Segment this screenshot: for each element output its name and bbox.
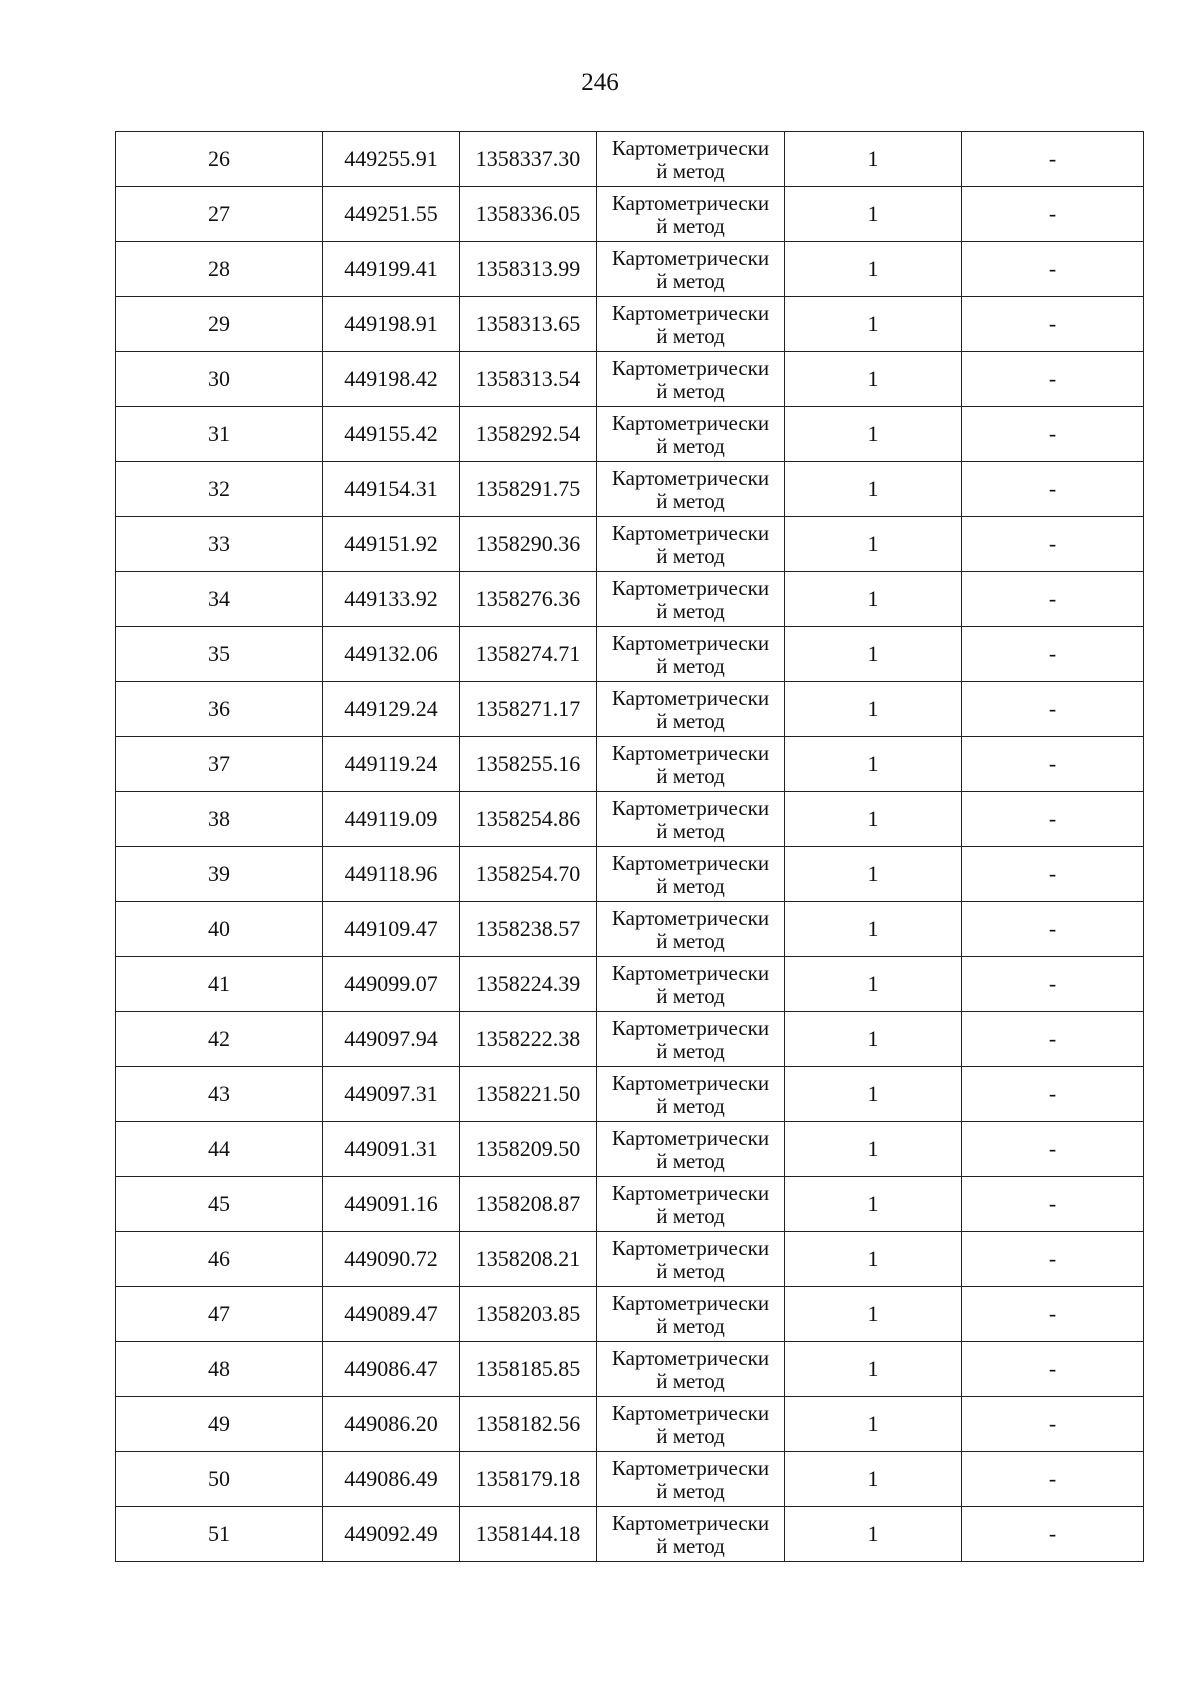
accuracy-cell: 1	[785, 132, 962, 187]
method-line-2: й метод	[656, 599, 725, 623]
method-cell	[597, 902, 785, 957]
y-coordinate-cell: 1358276.36	[460, 572, 597, 627]
coordinates-table-body	[116, 132, 1144, 1562]
accuracy-cell: 1	[785, 792, 962, 847]
method-cell	[597, 242, 785, 297]
y-coordinate-cell: 1358254.86	[460, 792, 597, 847]
x-coordinate-cell: 449198.42	[323, 352, 460, 407]
table-row	[116, 847, 1144, 902]
method-line-1: Картометрически	[611, 1401, 770, 1425]
method-line-2: й метод	[656, 874, 725, 898]
x-coordinate-cell: 449154.31	[323, 462, 460, 517]
note-cell: -	[962, 517, 1144, 572]
method-line-1: Картометрически	[611, 1071, 770, 1095]
method-line-2: й метод	[656, 544, 725, 568]
method-line-1: Картометрически	[611, 686, 770, 710]
point-number-cell: 47	[116, 1287, 323, 1342]
point-number-cell: 46	[116, 1232, 323, 1287]
point-number-cell: 38	[116, 792, 323, 847]
x-coordinate-cell: 449089.47	[323, 1287, 460, 1342]
method-line-2: й метод	[656, 1039, 725, 1063]
accuracy-cell: 1	[785, 1232, 962, 1287]
accuracy-cell: 1	[785, 1507, 962, 1562]
method-line-2: й метод	[656, 159, 725, 183]
accuracy-cell: 1	[785, 682, 962, 737]
table-row	[116, 957, 1144, 1012]
table-row	[116, 517, 1144, 572]
note-cell: -	[962, 627, 1144, 682]
table-row	[116, 572, 1144, 627]
x-coordinate-cell: 449151.92	[323, 517, 460, 572]
method-line-1: Картометрически	[611, 1126, 770, 1150]
method-cell	[597, 1342, 785, 1397]
note-cell: -	[962, 572, 1144, 627]
method-cell	[597, 1067, 785, 1122]
y-coordinate-cell: 1358292.54	[460, 407, 597, 462]
note-cell: -	[962, 737, 1144, 792]
method-line-1: Картометрически	[611, 1291, 770, 1315]
method-cell	[597, 132, 785, 187]
accuracy-cell: 1	[785, 902, 962, 957]
method-line-2: й метод	[656, 1204, 725, 1228]
point-number-cell: 50	[116, 1452, 323, 1507]
method-line-1: Картометрически	[611, 631, 770, 655]
accuracy-cell: 1	[785, 1177, 962, 1232]
method-line-1: Картометрически	[611, 1511, 770, 1535]
note-cell: -	[962, 1507, 1144, 1562]
note-cell: -	[962, 187, 1144, 242]
point-number-cell: 29	[116, 297, 323, 352]
x-coordinate-cell: 449119.09	[323, 792, 460, 847]
point-number-cell: 32	[116, 462, 323, 517]
method-cell	[597, 572, 785, 627]
y-coordinate-cell: 1358208.21	[460, 1232, 597, 1287]
point-number-cell: 51	[116, 1507, 323, 1562]
accuracy-cell: 1	[785, 187, 962, 242]
note-cell: -	[962, 1122, 1144, 1177]
accuracy-cell: 1	[785, 407, 962, 462]
table-row	[116, 1067, 1144, 1122]
table-row	[116, 1452, 1144, 1507]
y-coordinate-cell: 1358254.70	[460, 847, 597, 902]
method-line-1: Картометрически	[611, 301, 770, 325]
y-coordinate-cell: 1358336.05	[460, 187, 597, 242]
table-row	[116, 1012, 1144, 1067]
method-line-2: й метод	[656, 269, 725, 293]
method-line-2: й метод	[656, 819, 725, 843]
point-number-cell: 41	[116, 957, 323, 1012]
table-row	[116, 737, 1144, 792]
x-coordinate-cell: 449086.49	[323, 1452, 460, 1507]
y-coordinate-cell: 1358255.16	[460, 737, 597, 792]
method-cell	[597, 1287, 785, 1342]
accuracy-cell: 1	[785, 1122, 962, 1177]
method-cell	[597, 847, 785, 902]
table-row	[116, 627, 1144, 682]
accuracy-cell: 1	[785, 627, 962, 682]
point-number-cell: 48	[116, 1342, 323, 1397]
x-coordinate-cell: 449155.42	[323, 407, 460, 462]
point-number-cell: 34	[116, 572, 323, 627]
accuracy-cell: 1	[785, 1287, 962, 1342]
accuracy-cell: 1	[785, 1342, 962, 1397]
point-number-cell: 26	[116, 132, 323, 187]
point-number-cell: 36	[116, 682, 323, 737]
x-coordinate-cell: 449198.91	[323, 297, 460, 352]
coordinates-table	[115, 131, 1144, 1562]
accuracy-cell: 1	[785, 1012, 962, 1067]
method-cell	[597, 1012, 785, 1067]
point-number-cell: 33	[116, 517, 323, 572]
method-line-1: Картометрически	[611, 741, 770, 765]
y-coordinate-cell: 1358271.17	[460, 682, 597, 737]
x-coordinate-cell: 449091.31	[323, 1122, 460, 1177]
method-line-1: Картометрически	[611, 1346, 770, 1370]
table-row	[116, 1177, 1144, 1232]
method-line-1: Картометрически	[611, 136, 770, 160]
method-line-2: й метод	[656, 1094, 725, 1118]
point-number-cell: 39	[116, 847, 323, 902]
method-line-2: й метод	[656, 1479, 725, 1503]
table-row	[116, 462, 1144, 517]
table-row	[116, 242, 1144, 297]
method-cell	[597, 187, 785, 242]
method-cell	[597, 957, 785, 1012]
point-number-cell: 49	[116, 1397, 323, 1452]
accuracy-cell: 1	[785, 737, 962, 792]
method-cell	[597, 462, 785, 517]
method-line-2: й метод	[656, 654, 725, 678]
note-cell: -	[962, 792, 1144, 847]
method-line-2: й метод	[656, 1534, 725, 1558]
method-line-1: Картометрически	[611, 906, 770, 930]
method-line-2: й метод	[656, 434, 725, 458]
table-row	[116, 297, 1144, 352]
y-coordinate-cell: 1358222.38	[460, 1012, 597, 1067]
table-row	[116, 407, 1144, 462]
y-coordinate-cell: 1358337.30	[460, 132, 597, 187]
x-coordinate-cell: 449251.55	[323, 187, 460, 242]
method-line-1: Картометрически	[611, 466, 770, 490]
y-coordinate-cell: 1358182.56	[460, 1397, 597, 1452]
accuracy-cell: 1	[785, 1452, 962, 1507]
table-row	[116, 1287, 1144, 1342]
table-row	[116, 792, 1144, 847]
note-cell: -	[962, 132, 1144, 187]
x-coordinate-cell: 449097.94	[323, 1012, 460, 1067]
y-coordinate-cell: 1358179.18	[460, 1452, 597, 1507]
method-cell	[597, 297, 785, 352]
note-cell: -	[962, 352, 1144, 407]
note-cell: -	[962, 1452, 1144, 1507]
y-coordinate-cell: 1358144.18	[460, 1507, 597, 1562]
x-coordinate-cell: 449109.47	[323, 902, 460, 957]
note-cell: -	[962, 957, 1144, 1012]
method-line-2: й метод	[656, 984, 725, 1008]
note-cell: -	[962, 847, 1144, 902]
x-coordinate-cell: 449119.24	[323, 737, 460, 792]
note-cell: -	[962, 1177, 1144, 1232]
method-line-2: й метод	[656, 1424, 725, 1448]
method-line-1: Картометрически	[611, 851, 770, 875]
point-number-cell: 43	[116, 1067, 323, 1122]
y-coordinate-cell: 1358209.50	[460, 1122, 597, 1177]
table-row	[116, 1232, 1144, 1287]
table-row	[116, 1122, 1144, 1177]
point-number-cell: 45	[116, 1177, 323, 1232]
point-number-cell: 40	[116, 902, 323, 957]
method-line-1: Картометрически	[611, 1236, 770, 1260]
y-coordinate-cell: 1358290.36	[460, 517, 597, 572]
method-cell	[597, 517, 785, 572]
method-cell	[597, 1507, 785, 1562]
method-line-2: й метод	[656, 489, 725, 513]
table-row	[116, 352, 1144, 407]
x-coordinate-cell: 449097.31	[323, 1067, 460, 1122]
y-coordinate-cell: 1358238.57	[460, 902, 597, 957]
note-cell: -	[962, 1342, 1144, 1397]
method-line-1: Картометрически	[611, 796, 770, 820]
table-row	[116, 1507, 1144, 1562]
y-coordinate-cell: 1358313.99	[460, 242, 597, 297]
note-cell: -	[962, 407, 1144, 462]
y-coordinate-cell: 1358313.54	[460, 352, 597, 407]
y-coordinate-cell: 1358313.65	[460, 297, 597, 352]
x-coordinate-cell: 449199.41	[323, 242, 460, 297]
x-coordinate-cell: 449118.96	[323, 847, 460, 902]
note-cell: -	[962, 682, 1144, 737]
method-cell	[597, 737, 785, 792]
accuracy-cell: 1	[785, 297, 962, 352]
x-coordinate-cell: 449090.72	[323, 1232, 460, 1287]
method-line-1: Картометрически	[611, 961, 770, 985]
y-coordinate-cell: 1358291.75	[460, 462, 597, 517]
x-coordinate-cell: 449086.47	[323, 1342, 460, 1397]
method-line-2: й метод	[656, 764, 725, 788]
accuracy-cell: 1	[785, 462, 962, 517]
table-row	[116, 1397, 1144, 1452]
table-row	[116, 902, 1144, 957]
note-cell: -	[962, 297, 1144, 352]
note-cell: -	[962, 462, 1144, 517]
method-line-1: Картометрически	[611, 521, 770, 545]
accuracy-cell: 1	[785, 847, 962, 902]
method-cell	[597, 1232, 785, 1287]
table-row	[116, 187, 1144, 242]
accuracy-cell: 1	[785, 957, 962, 1012]
point-number-cell: 35	[116, 627, 323, 682]
point-number-cell: 30	[116, 352, 323, 407]
method-line-1: Картометрически	[611, 1456, 770, 1480]
table-row	[116, 1342, 1144, 1397]
method-cell	[597, 352, 785, 407]
note-cell: -	[962, 1397, 1144, 1452]
x-coordinate-cell: 449091.16	[323, 1177, 460, 1232]
method-line-1: Картометрически	[611, 576, 770, 600]
x-coordinate-cell: 449099.07	[323, 957, 460, 1012]
method-line-1: Картометрически	[611, 1181, 770, 1205]
x-coordinate-cell: 449092.49	[323, 1507, 460, 1562]
accuracy-cell: 1	[785, 1067, 962, 1122]
note-cell: -	[962, 1287, 1144, 1342]
method-line-1: Картометрически	[611, 246, 770, 270]
note-cell: -	[962, 1232, 1144, 1287]
method-line-1: Картометрически	[611, 1016, 770, 1040]
y-coordinate-cell: 1358221.50	[460, 1067, 597, 1122]
x-coordinate-cell: 449086.20	[323, 1397, 460, 1452]
point-number-cell: 27	[116, 187, 323, 242]
y-coordinate-cell: 1358185.85	[460, 1342, 597, 1397]
y-coordinate-cell: 1358274.71	[460, 627, 597, 682]
accuracy-cell: 1	[785, 517, 962, 572]
method-line-2: й метод	[656, 1259, 725, 1283]
x-coordinate-cell: 449132.06	[323, 627, 460, 682]
method-cell	[597, 1452, 785, 1507]
method-line-1: Картометрически	[611, 411, 770, 435]
method-cell	[597, 682, 785, 737]
point-number-cell: 37	[116, 737, 323, 792]
note-cell: -	[962, 902, 1144, 957]
table-row	[116, 682, 1144, 737]
table-row	[116, 132, 1144, 187]
y-coordinate-cell: 1358208.87	[460, 1177, 597, 1232]
x-coordinate-cell: 449255.91	[323, 132, 460, 187]
point-number-cell: 28	[116, 242, 323, 297]
method-line-2: й метод	[656, 1314, 725, 1338]
y-coordinate-cell: 1358203.85	[460, 1287, 597, 1342]
method-cell	[597, 1122, 785, 1177]
method-cell	[597, 1177, 785, 1232]
method-line-2: й метод	[656, 709, 725, 733]
accuracy-cell: 1	[785, 352, 962, 407]
x-coordinate-cell: 449129.24	[323, 682, 460, 737]
accuracy-cell: 1	[785, 572, 962, 627]
method-cell	[597, 1397, 785, 1452]
method-cell	[597, 627, 785, 682]
method-line-2: й метод	[656, 324, 725, 348]
accuracy-cell: 1	[785, 1397, 962, 1452]
accuracy-cell: 1	[785, 242, 962, 297]
method-line-1: Картометрически	[611, 356, 770, 380]
method-cell	[597, 407, 785, 462]
note-cell: -	[962, 1067, 1144, 1122]
method-line-2: й метод	[656, 379, 725, 403]
method-line-2: й метод	[656, 214, 725, 238]
method-cell	[597, 792, 785, 847]
note-cell: -	[962, 1012, 1144, 1067]
note-cell: -	[962, 242, 1144, 297]
x-coordinate-cell: 449133.92	[323, 572, 460, 627]
method-line-2: й метод	[656, 929, 725, 953]
method-line-2: й метод	[656, 1149, 725, 1173]
method-line-2: й метод	[656, 1369, 725, 1393]
y-coordinate-cell: 1358224.39	[460, 957, 597, 1012]
page-number: 246	[581, 69, 619, 96]
point-number-cell: 42	[116, 1012, 323, 1067]
point-number-cell: 31	[116, 407, 323, 462]
method-line-1: Картометрически	[611, 191, 770, 215]
point-number-cell: 44	[116, 1122, 323, 1177]
